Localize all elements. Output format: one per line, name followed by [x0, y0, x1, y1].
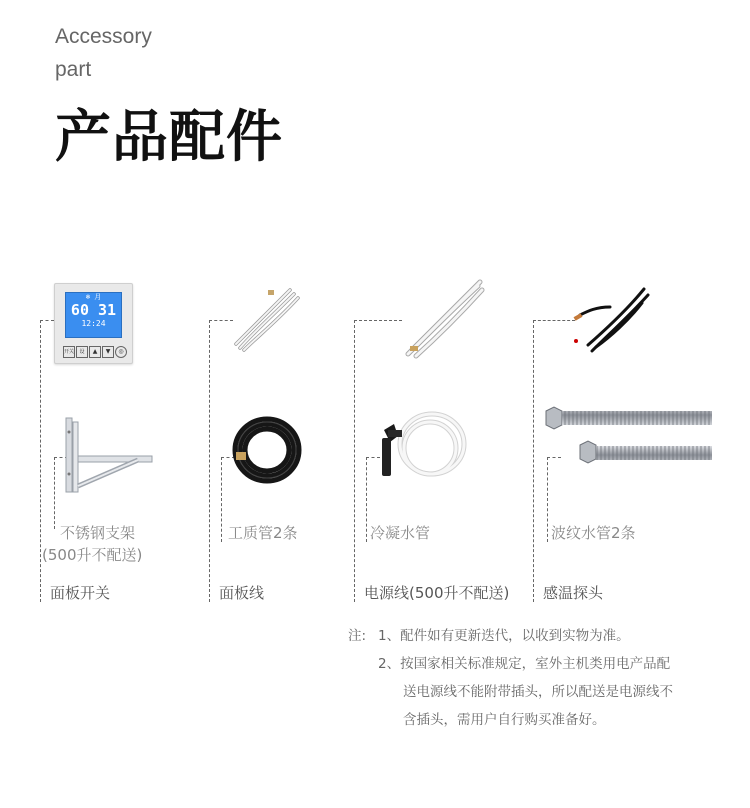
down-button: ▼: [102, 346, 114, 358]
item-label-panel-wire: 面板线: [219, 584, 265, 602]
lcd-icons: ❄ 月: [85, 293, 102, 301]
stainless-bracket-image: [62, 414, 154, 494]
english-title-line2: part: [55, 58, 92, 81]
condensate-pipe-image: [374, 408, 468, 482]
lcd-screen: [65, 292, 122, 338]
power-cord-image: [402, 280, 484, 360]
lcd-temperature: 60 31: [70, 301, 117, 319]
english-title-line1: Accessory: [55, 25, 152, 48]
temperature-probe-image: [574, 285, 650, 357]
connector-line: [40, 320, 41, 602]
panel-buttons: [63, 346, 127, 358]
item-label-panel-switch: 面板开关: [50, 584, 111, 602]
note-line-2: 2、按国家相关标准规定，室外主机类用电产品配: [378, 656, 671, 672]
corrugated-hoses-image: [544, 405, 712, 475]
connector-line: [54, 457, 55, 529]
connector-line: [209, 320, 233, 321]
set-button: 设: [76, 346, 88, 358]
connector-line: [366, 457, 367, 542]
power-button: 开关: [63, 346, 75, 358]
connector-line: [354, 320, 355, 602]
up-button: ▲: [89, 346, 101, 358]
mode-button: ◎: [115, 346, 127, 358]
item-label-temp-probe: 感温探头: [543, 584, 604, 602]
note-line-4: 含插头，需用户自行购买准备好。: [403, 712, 606, 728]
thermostat-panel-image: [54, 283, 133, 364]
connector-line: [209, 320, 210, 602]
item-label-power-cord: 电源线(500升不配送): [364, 584, 510, 602]
connector-line: [533, 320, 534, 602]
note-line-1: 1、配件如有更新迭代，以收到实物为准。: [378, 628, 630, 644]
note-prefix: 注:: [348, 628, 367, 644]
item-label-corrugated-hose: 波纹水管2条: [551, 524, 636, 542]
note-line-3: 送电源线不能附带插头，所以配送是电源线不: [403, 684, 673, 700]
connector-line: [221, 457, 222, 542]
lcd-time: 12:24: [81, 319, 106, 328]
chinese-title: 产品配件: [55, 105, 283, 170]
item-label-refrigerant-pipe: 工质管2条: [228, 524, 298, 542]
english-title: [55, 20, 152, 86]
refrigerant-pipe-image: [230, 414, 304, 486]
item-label-condensate-pipe: 冷凝水管: [370, 524, 431, 542]
connector-line: [354, 320, 402, 321]
connector-line: [533, 320, 575, 321]
item-label-bracket-note: (500升不配送): [42, 546, 143, 564]
item-label-bracket: 不锈钢支架: [60, 524, 136, 542]
panel-wire-image: [232, 286, 302, 356]
connector-line: [40, 320, 54, 321]
